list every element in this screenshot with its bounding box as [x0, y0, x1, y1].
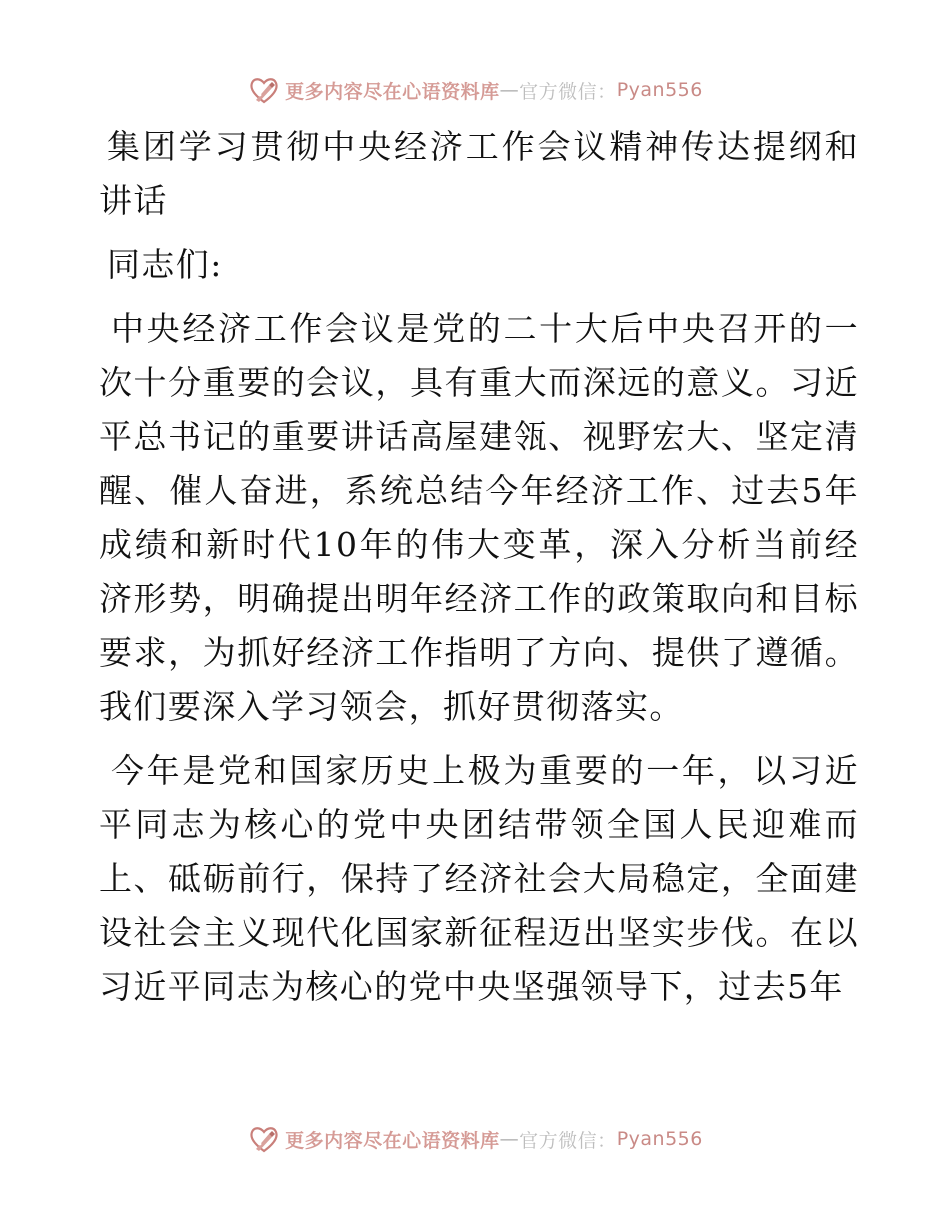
footer-watermark — [0, 1119, 950, 1159]
paragraph-2: 今年是党和国家历史上极为重要的一年，以习近平同志为核心的党中央团结带领全国人民迎难而上、砥砺前行，保持了经济社会大局稳定，全面建设社会主义现代化国家新征程迈出坚实步伐。在以习近平同志为核心的党中央坚强领导下，过去5年 — [99, 751, 859, 1006]
salutation: 同志们: — [107, 245, 223, 284]
header-watermark — [0, 70, 950, 110]
heart-pen-logo-icon — [247, 73, 281, 107]
watermark-dash: — — [499, 1128, 520, 1150]
watermark-wechat-label: 官方微信 — [519, 1129, 598, 1152]
document-title: 集团学习贯彻中央经济工作会议精神传达提纲和讲话 — [99, 127, 859, 220]
watermark-colon: ： — [597, 1129, 617, 1152]
watermark-wechat-label: 官方微信 — [519, 80, 598, 103]
watermark-wechat-id: Pyan556 — [616, 1128, 703, 1150]
watermark-dash: — — [499, 79, 520, 101]
paragraph-1: 中央经济工作会议是党的二十大后中央召开的一次十分重要的会议，具有重大而深远的意义。习近平总书记的重要讲话高屋建瓴、视野宏大、坚定清醒、催人奋进，系统总结今年经济工作、过去5年成绩和新时代10年的伟大变革，深入分析当前经济形势，明确提出明年经济工作的政策取向和目标要求，为抓好经济工作指明了方向、提供了遵循。我们要深入学习领会，抓好贯彻落实。 — [99, 309, 859, 726]
watermark-main-text: 更多内容尽在心语资料库 — [285, 1129, 500, 1152]
watermark-main-text: 更多内容尽在心语资料库 — [285, 80, 500, 103]
watermark-colon: ： — [597, 80, 617, 103]
document-body — [99, 120, 859, 1024]
watermark-wechat-id: Pyan556 — [616, 79, 703, 101]
heart-pen-logo-icon — [247, 1122, 281, 1156]
